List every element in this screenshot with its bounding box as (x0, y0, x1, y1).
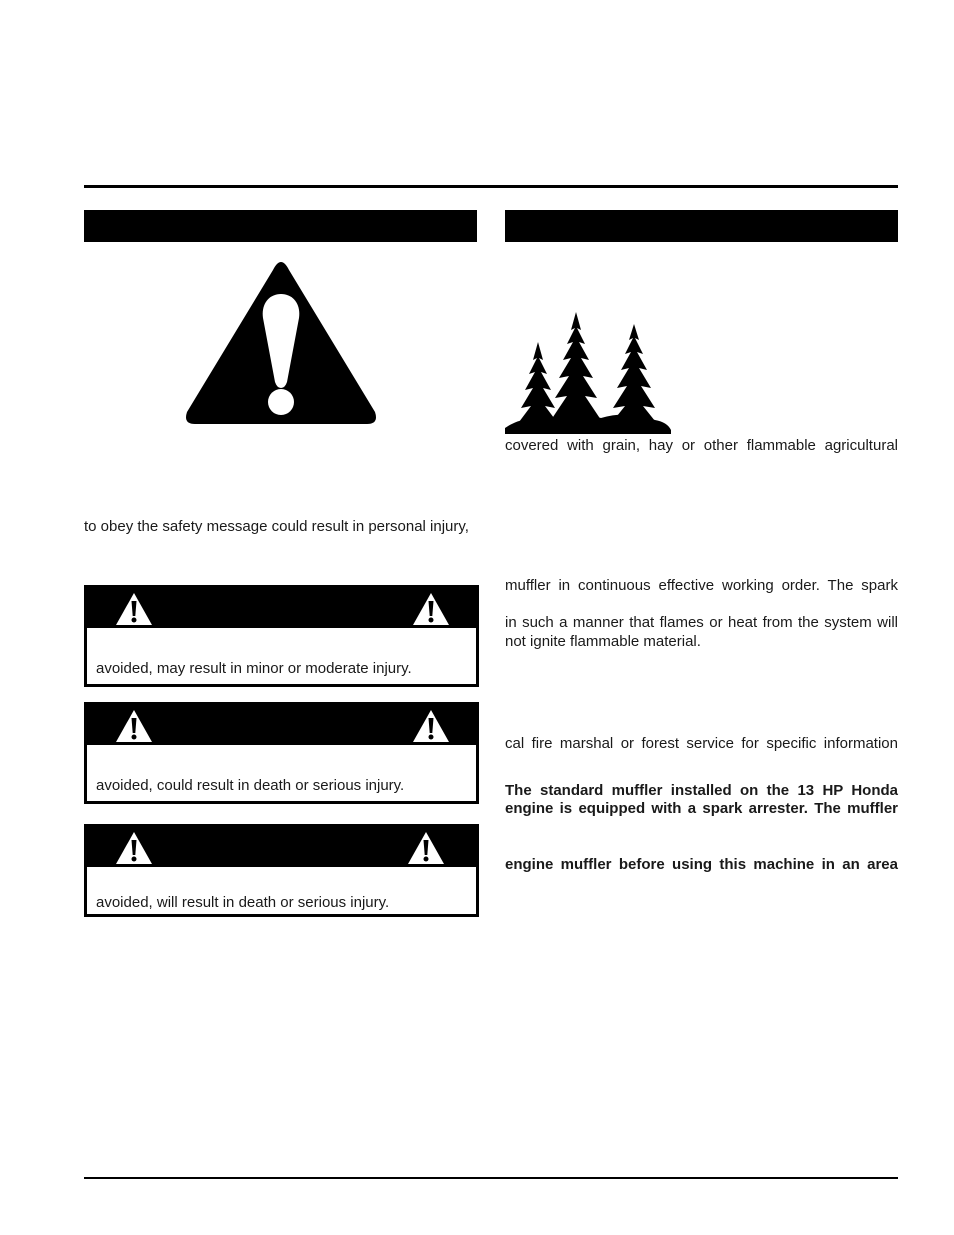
caution-box-header (87, 588, 476, 628)
top-rule (84, 185, 898, 188)
marshal-text: cal fire marshal or forest service for specific information (505, 735, 898, 752)
covered-text: covered with grain, hay or other flammable agricultural (505, 437, 898, 454)
engine-muffler-text: engine muffler before using this machine in an area (505, 856, 898, 873)
standard-muffler-text-2: engine is equipped with a spark arrester. The muffler (505, 800, 898, 817)
warning-box-header (87, 705, 476, 745)
bottom-rule (84, 1177, 898, 1179)
caution-box-text: avoided, may result in minor or moderate injury. (96, 660, 412, 677)
danger-box (84, 824, 479, 917)
left-section-header (84, 210, 477, 242)
manner-text-1: in such a manner that flames or heat from the system will (505, 614, 898, 631)
danger-box-header (87, 827, 476, 867)
warning-box-text: avoided, could result in death or serious injury. (96, 777, 405, 794)
safety-alert-triangle-icon (183, 260, 379, 426)
warning-triangle-icon (115, 709, 153, 743)
intro-text: to obey the safety message could result in personal injury, (84, 518, 469, 535)
caution-box (84, 585, 479, 687)
muffler-text: muffler in continuous effective working order. The spark (505, 577, 898, 594)
warning-triangle-icon (115, 831, 153, 865)
manner-text-2: not ignite flammable material. (505, 633, 701, 650)
warning-triangle-icon (412, 592, 450, 626)
pine-trees-icon (505, 310, 671, 434)
standard-muffler-text-1: The standard muffler installed on the 13 HP Honda (505, 782, 898, 799)
warning-triangle-icon (407, 831, 445, 865)
warning-box (84, 702, 479, 804)
right-section-header (505, 210, 898, 242)
danger-box-text: avoided, will result in death or serious injury. (96, 894, 390, 911)
warning-triangle-icon (412, 709, 450, 743)
warning-triangle-icon (115, 592, 153, 626)
